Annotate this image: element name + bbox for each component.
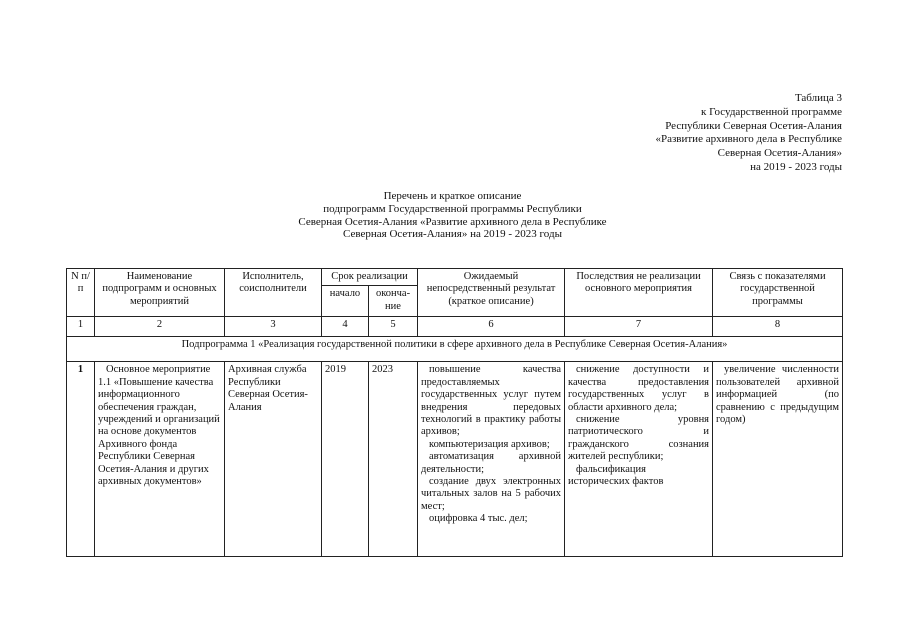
caption-line: «Развитие архивного дела в Республике — [655, 133, 842, 146]
column-number: 8 — [713, 317, 843, 337]
title-line: Северная Осетия-Алания «Развитие архивного дела в Республике — [298, 215, 607, 228]
document-title — [0, 190, 905, 241]
subprogram-title: Подпрограмма 1 «Реализация государственной политики в сфере архивного дела в Республике Северная Осетия-Алания» — [67, 337, 843, 362]
row-start: 2019 — [322, 362, 369, 557]
row-result — [418, 362, 565, 557]
title-line: Северная Осетия-Алания» на 2019 - 2023 годы — [343, 228, 562, 241]
header-start: начало — [322, 286, 369, 317]
header-link: Связь с показателями государственной программы — [713, 269, 843, 317]
caption-line: Республики Северная Осетия-Алания — [665, 119, 842, 132]
row-consequences — [565, 362, 713, 557]
caption-line: Северная Осетия-Алания» — [717, 147, 842, 160]
consequence-item: снижение уровня патриотического и гражданского сознания жителей республики; — [568, 414, 710, 463]
caption-line: на 2019 - 2023 годы — [750, 160, 842, 173]
column-number: 5 — [369, 317, 418, 337]
result-item: оцифровка 4 тыс. дел; — [429, 513, 528, 525]
title-line: подпрограмм Государственной программы Республики — [323, 202, 582, 215]
header-n: N п/п — [67, 269, 95, 317]
result-item: создание двух электронных читальных залов на 5 рабочих мест; — [421, 476, 562, 512]
row-name-text: Основное мероприятие 1.1 «Повышение качества информационного обеспечения граждан, учреждений и организаций на основе документов Архивного фонда Республики Северная Осетия-Алания и других архивных документов» — [98, 364, 220, 488]
result-item: компьютеризация архивов; — [429, 438, 550, 450]
consequence-item: снижение доступности и качества предоставления государственных услуг в области архивного дела; — [568, 364, 710, 413]
row-executor: Архивная служба Республики Северная Осетия-Алания — [225, 362, 322, 557]
column-number-row — [67, 317, 843, 337]
column-number: 1 — [67, 317, 95, 337]
result-item: автоматизация архивной деятельности; — [421, 451, 562, 475]
header-period: Срок реализации — [322, 269, 418, 286]
column-number: 2 — [95, 317, 225, 337]
row-number: 1 — [67, 362, 95, 557]
table-row — [67, 362, 843, 557]
row-end: 2023 — [369, 362, 418, 557]
header-consequences: Последствия не реализации основного мероприятия — [565, 269, 713, 317]
column-number: 7 — [565, 317, 713, 337]
title-line: Перечень и краткое описание — [383, 190, 522, 202]
subprogram-row — [67, 337, 843, 362]
row-name — [95, 362, 225, 557]
link-item: увеличение численности пользователей архивной информацией (по сравнению с предыдущим годом) — [716, 364, 840, 426]
header-end: оконча-ние — [369, 286, 418, 317]
row-link — [713, 362, 843, 557]
header-executor: Исполнитель, соисполнители — [225, 269, 322, 317]
header-result: Ожидаемый непосредственный результат (краткое описание) — [418, 269, 565, 317]
caption-line: Таблица 3 — [794, 92, 842, 104]
subprograms-table — [66, 268, 843, 557]
header-name: Наименование подпрограмм и основных мероприятий — [95, 269, 225, 317]
header-row — [67, 269, 843, 286]
result-item: повышение качества предоставляемых государственных услуг путем внедрения передовых технологий в практику работы архивов; — [421, 364, 562, 438]
caption-line: к Государственной программе — [701, 105, 842, 118]
consequence-item: фальсификация исторических фактов — [568, 463, 664, 488]
column-number: 6 — [418, 317, 565, 337]
column-number: 3 — [225, 317, 322, 337]
table-caption-block — [655, 92, 842, 175]
column-number: 4 — [322, 317, 369, 337]
